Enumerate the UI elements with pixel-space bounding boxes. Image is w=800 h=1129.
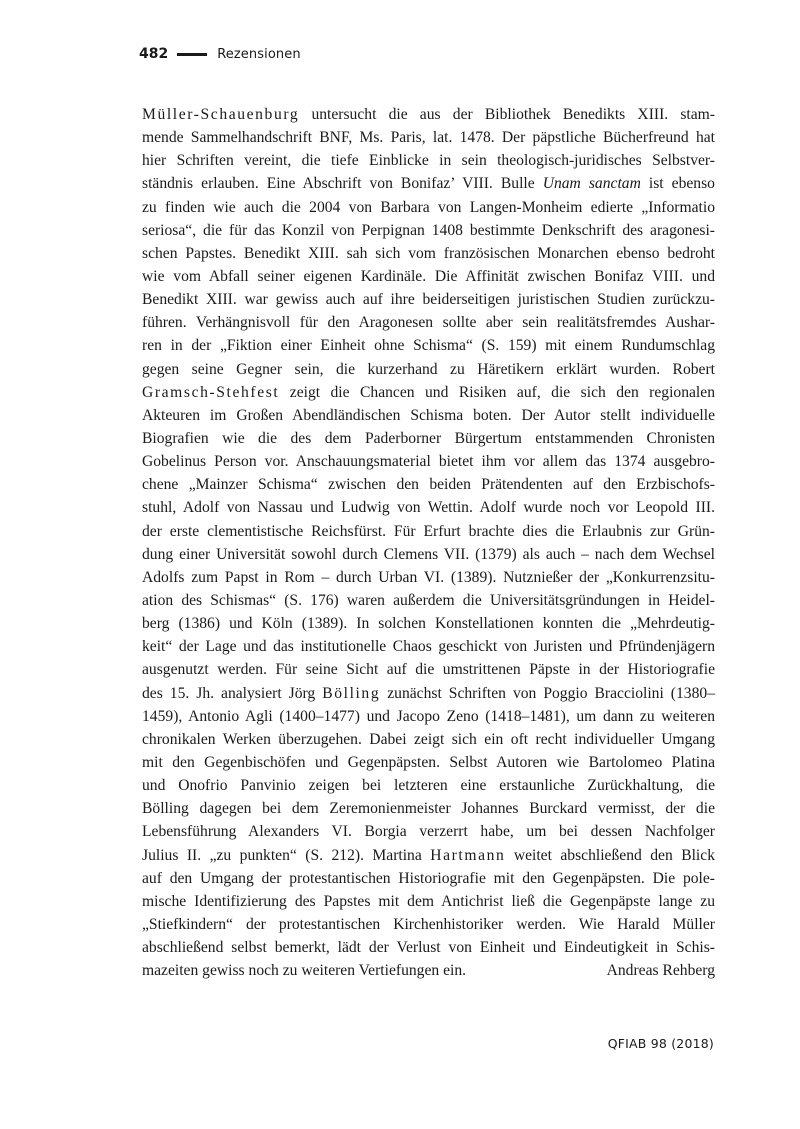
text-line: ausgenutzt werden. Für seine Sicht auf die umstrittenen Päpste in der Historiografie — [142, 661, 715, 679]
text-line: mit den Gegenbischöfen und Gegenpäpsten. Selbst Autoren wie Bartolomeo Platina — [142, 753, 715, 771]
text-line: und Onofrio Panvinio zeigen bei letzteren eine erstaunliche Zurückhaltung, die — [142, 777, 715, 795]
page-number: 482 — [139, 46, 169, 62]
text-line: gegen seine Gegner sein, die kurzerhand zu Häretikern erklärt wurden. Robert — [142, 360, 715, 378]
text-line: Adolfs zum Papst in Rom – durch Urban VI. (1389). Nutznießer der „Konkurrenzsitu- — [142, 568, 715, 586]
text-line: schen Papstes. Benedikt XIII. sah sich vom französischen Monarchen ebenso bedroht — [142, 244, 715, 262]
text-line: Benedikt XIII. war gewiss auch auf ihre beiderseitigen juristischen Studien zurückzu- — [142, 291, 715, 309]
text-line: hier Schriften vereint, die tiefe Einblicke in sein theologisch-juridisches Selbstver- — [142, 152, 715, 170]
text-line: führen. Verhängnisvoll für den Aragonesen sollte aber sein realitätsfremdes Aushar- — [142, 314, 715, 332]
text-line: „Stiefkindern“ der protestantischen Kirchenhistoriker werden. Wie Harald Müller — [142, 915, 715, 933]
text-line: ation des Schismas“ (S. 176) waren außerdem die Universitätsgründungen in Heidel- — [142, 591, 715, 609]
text-line: Gobelinus Person vor. Anschauungsmaterial bietet ihm vor allem das 1374 ausgebro- — [142, 453, 715, 471]
text-line: dung einer Universität sowohl durch Clemens VII. (1379) als auch – nach dem Wechsel — [142, 545, 715, 563]
header-rule — [177, 53, 207, 56]
text-line: Julius II. „zu punkten“ (S. 212). Martina Hartmann weitet abschließend den Blick — [142, 846, 715, 864]
reviewer-signature: Andreas Rehberg — [606, 962, 715, 980]
text-line: Biografien wie die des dem Paderborner Bürgertum entstammenden Chronisten — [142, 429, 715, 447]
text-line: ren in der „Fiktion einer Einheit ohne Schisma“ (S. 159) mit einem Rundumschlag — [142, 337, 715, 355]
text-line: ständnis erlauben. Eine Abschrift von Bonifaz’ VIII. Bulle Unam sanctam ist ebenso — [142, 175, 715, 193]
text-line: Lebensführung Alexanders VI. Borgia verzerrt habe, um bei dessen Nachfolger — [142, 823, 715, 841]
text-line: Akteuren im Großen Abendländischen Schisma boten. Der Autor stellt individuelle — [142, 406, 715, 424]
text-line: abschließend selbst bemerkt, lädt der Verlust von Einheit und Eindeutigkeit in Schis- — [142, 939, 715, 957]
text-line: chene „Mainzer Schisma“ zwischen den beiden Prätendenten auf den Erzbischofs- — [142, 476, 715, 494]
text-line: keit“ der Lage und das institutionelle Chaos geschickt von Juristen und Pfründenjägern — [142, 638, 715, 656]
text-line: seriosa“, die für das Konzil von Perpignan 1408 bestimmte Denkschrift des aragonesi- — [142, 221, 715, 239]
running-head: Rezensionen — [217, 46, 301, 62]
journal-footer: QFIAB 98 (2018) — [607, 1036, 714, 1051]
text-line — [142, 959, 715, 982]
page-header — [139, 44, 301, 64]
text-line: Gramsch-Stehfest zeigt die Chancen und Risiken auf, die sich den regionalen — [142, 383, 715, 401]
text-line: berg (1386) und Köln (1389). In solchen Konstellationen konnten die „Mehrdeutig- — [142, 615, 715, 633]
review-text — [142, 103, 715, 982]
text-line: mende Sammelhandschrift BNF, Ms. Paris, lat. 1478. Der päpstliche Bücherfreund hat — [142, 129, 715, 147]
text-line: mische Identifizierung des Papstes mit dem Antichrist ließ die Gegenpäpste lange zu — [142, 892, 715, 910]
text-line: stuhl, Adolf von Nassau und Ludwig von Wettin. Adolf wurde noch vor Leopold III. — [142, 499, 715, 517]
text-line: auf den Umgang der protestantischen Historiografie mit den Gegenpäpsten. Die pole- — [142, 869, 715, 887]
text-line: des 15. Jh. analysiert Jörg Bölling zunächst Schriften von Poggio Bracciolini (1380– — [142, 684, 715, 702]
text-line: der erste clementistische Reichsfürst. Für Erfurt brachte dies die Erlaubnis zur Grün- — [142, 522, 715, 540]
text-line: Müller-Schauenburg untersucht die aus der Bibliothek Benedikts XIII. stam- — [142, 106, 715, 123]
text-line: Bölling dagegen bei dem Zeremonienmeister Johannes Burckard vermisst, der die — [142, 800, 715, 818]
text-line: wie vom Abfall seiner eigenen Kardinäle. Die Affinität zwischen Bonifaz VIII. und — [142, 267, 715, 285]
text-line: chronikalen Werken überzugehen. Dabei zeigt sich ein oft recht individueller Umgang — [142, 730, 715, 748]
text-line: 1459), Antonio Agli (1400–1477) und Jacopo Zeno (1418–1481), um dann zu weiteren — [142, 707, 715, 725]
text-line-content: mazeiten gewiss noch zu weiteren Vertiefungen ein. — [142, 962, 467, 980]
text-line: zu finden wie auch die 2004 von Barbara von Langen-Monheim edierte „Informatio — [142, 198, 715, 216]
